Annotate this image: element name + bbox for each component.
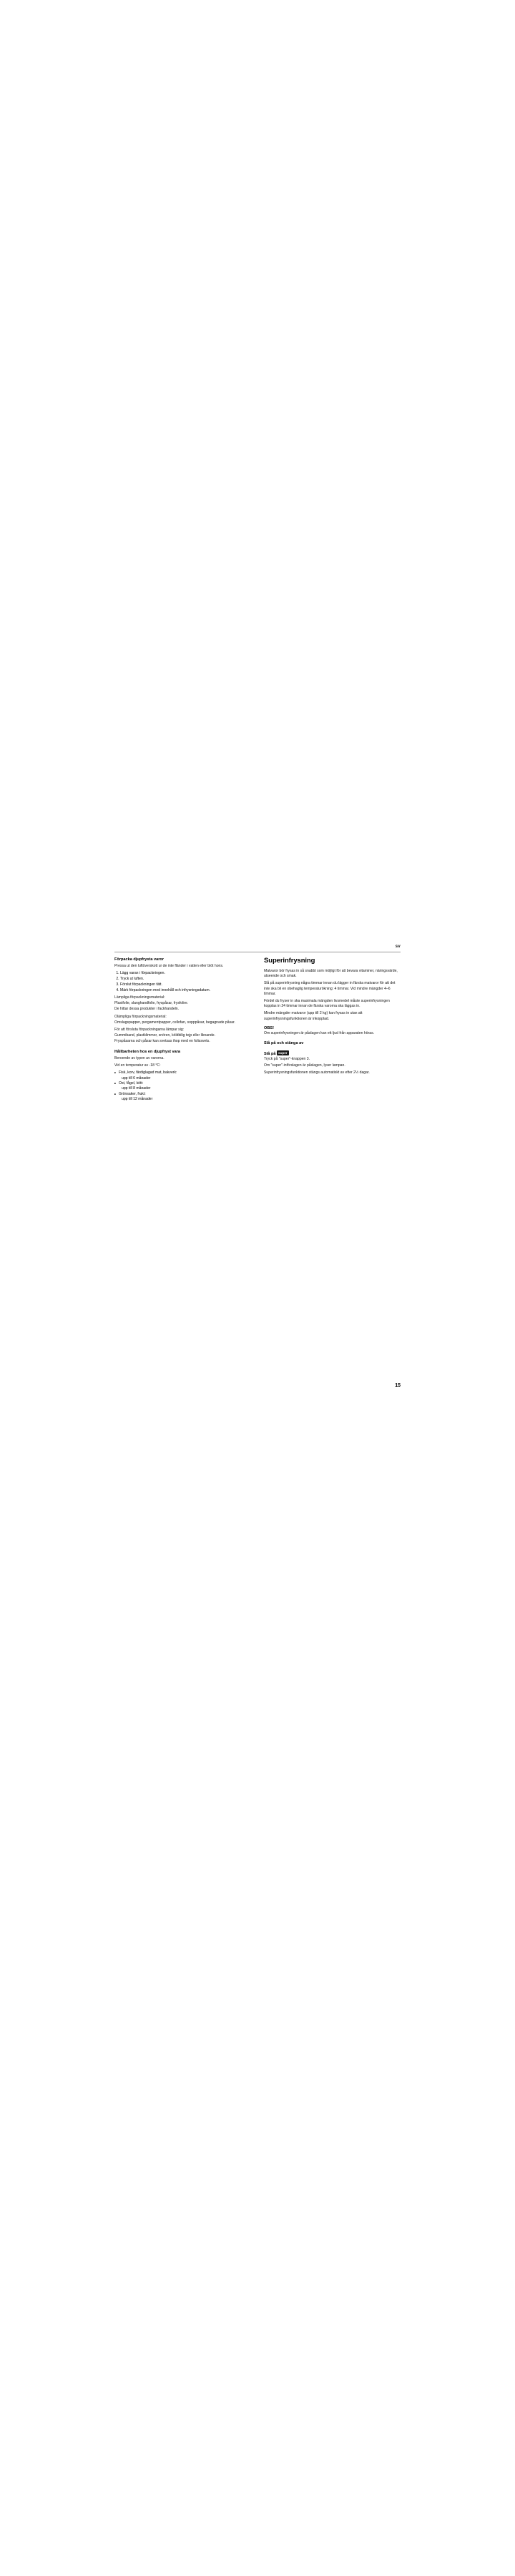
list-item: 4. Märk förpackningen med innehåll och infrysningsdatum. (120, 988, 251, 993)
list-item (114, 1070, 251, 1080)
list-item (114, 1081, 251, 1091)
suitable-materials-label: Lämpliga förpackningsmaterial: (114, 995, 165, 1000)
left-column (114, 957, 251, 1105)
packaging-steps (114, 971, 251, 992)
shelf-life-intro: Beroende av typen av varorna. (114, 1055, 165, 1060)
list-item-label: Ost, fågel, kött: (119, 1081, 144, 1086)
document-page (114, 945, 401, 1388)
right-column (264, 957, 401, 1105)
closing-methods-note: Fryspåsarna och påsar kan svetsas ihop med en folissvets. (114, 1039, 210, 1044)
packaging-intro: Pressa ut den luftöverskott ur de inte fländer i vatten eller blöt hons. (114, 964, 224, 969)
superfreezing-paragraph-1: Matvaror bör frysas in så snabbt som möjligt för att bevara vitaminer, näringsvärde, utseende och smak. (264, 968, 398, 979)
suitable-materials-note: De hittar dessa produkter i fackhandeln. (114, 1007, 180, 1012)
subheading-switch-on (264, 1050, 401, 1056)
list-item-label: Grönsaker, frukt: (119, 1092, 146, 1097)
page-columns (114, 957, 401, 1105)
note-label: OBS! (264, 1025, 274, 1030)
shelf-life-temp-label: Vid en temperatur av -18 °C: (114, 1063, 161, 1068)
list-item-label: Fisk, korv, färdiglagad mat, bakverk: (119, 1070, 177, 1075)
shelf-life-list (114, 1070, 251, 1102)
switch-on-note: Om "super"-införslagen är påslagen, lyser lampan. (264, 1063, 345, 1068)
note-text: Om superinfrysningen är påslagen kan ett ljud från apparaten höras. (264, 1030, 375, 1035)
switch-on-label: Slå på (264, 1052, 276, 1057)
list-item-sub: upp till 8 månader (122, 1086, 151, 1091)
switch-on-text: Tryck på "super"-knappen 3. (264, 1057, 310, 1062)
closing-methods-label: För att försluta förpackningarna lämpar sig: (114, 1027, 185, 1032)
super-button-icon: super (278, 1051, 288, 1055)
closing-methods-text: Gummiband, plastklimmor, snören, köldbilig tejp eller liknande. (114, 1033, 215, 1038)
list-item: 3. Förslut förpackningen tätt. (120, 982, 251, 987)
heading-superfreezing: Superinfrysning (264, 957, 315, 965)
unsuitable-materials-text: Omslagspapper, pergamentpapper, cellofan, sopppåsar, begagnade påsar. (114, 1020, 235, 1025)
superfreezing-paragraph-3: Fördel du fryser in ska maximala mängden livsmedel måste superinfrysningen kopplas in 24 timmar innan de färska varorna ska läggas in. (264, 999, 390, 1009)
heading-on-off: Slå på och stänga av (264, 1041, 304, 1046)
switch-off-text: Superinfrysningsfunktionen stängs automatiskt av efter 2½ dagar. (264, 1070, 370, 1075)
page-number: 15 (395, 1383, 401, 1388)
superfreezing-paragraph-2: Slå på superinfrysning några timmar innan du lägger in färska matvaror för att det inte ska bli en obehaglig temperaturökning: 4 timmar. Vid mindre mängder 4–6 timmar. (264, 981, 396, 996)
language-marker: sv (395, 945, 401, 949)
heading-packaging: Förpacka djupfrysta varor (114, 957, 165, 962)
list-item-sub: upp till 12 månader (122, 1097, 153, 1102)
suitable-materials-text: Plastfolie, slanghandfolie, fryspåsar, frysfolier. (114, 1001, 189, 1006)
list-item: 2. Tryck ut luften. (120, 977, 251, 982)
superfreezing-paragraph-4: Mindre mängder matvaror (upp till 2 kg) kan frysas in utan att superinfrysningsfunktionen är inkopplad. (264, 1011, 363, 1021)
list-item: 1. Lägg varan i förpackningen. (120, 971, 251, 976)
heading-shelf-life: Hållbarheten hos en djupfryst vara (114, 1049, 181, 1054)
list-item-sub: upp till 6 månader (122, 1075, 151, 1080)
unsuitable-materials-label: Olämpliga förpackningsmaterial: (114, 1014, 167, 1019)
list-item (114, 1092, 251, 1102)
